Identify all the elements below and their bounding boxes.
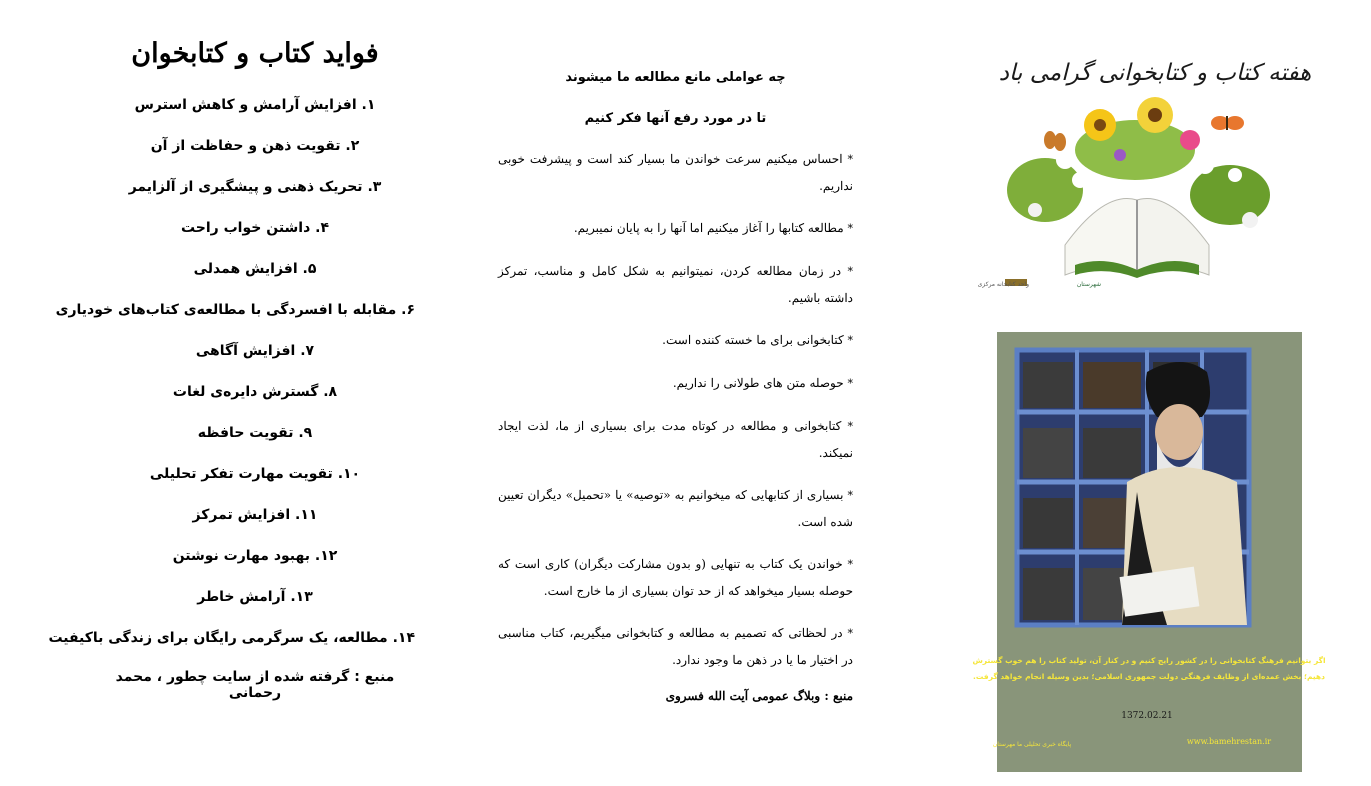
benefit-item: ۶. مقابله با افسردگی با مطالعه‌ی کتاب‌های خودیاری	[55, 302, 415, 318]
bullet-marker: *	[847, 222, 853, 235]
obstacle-paragraph	[498, 146, 853, 199]
benefits-source: منبع : گرفته شده از سایت چطور ، محمد رحمانی	[115, 669, 395, 701]
obstacle-paragraph	[498, 620, 853, 673]
obstacle-text: در زمان مطالعه کردن، نمیتوانیم به شکل کامل و مناسب، تمرکز داشته باشیم.	[498, 264, 853, 305]
banner-caption: واحد کتابخانه مرکزی	[977, 281, 1029, 288]
obstacle-text: مطالعه کتابها را آغاز میکنیم اما آنها را به پایان نمیبریم.	[573, 221, 844, 235]
banner-calligraphy: هفته کتاب و کتابخوانی گرامی باد	[998, 60, 1312, 86]
bullet-marker: *	[847, 489, 853, 502]
benefit-item: ۷. افزایش آگاهی	[195, 343, 315, 359]
benefit-item: ۳. تحریک ذهنی و پیشگیری از آلزایمر	[128, 179, 382, 195]
bullet-marker: *	[847, 627, 853, 640]
obstacle-text: کتابخوانی و مطالعه در کوتاه مدت برای بسیاری از ما، لذت ایجاد نمیکند.	[498, 419, 853, 460]
bullet-marker: *	[847, 420, 853, 433]
bullet-marker: *	[847, 265, 853, 278]
obstacle-text: بسیاری از کتابهایی که میخوانیم به «توصیه» یا «تحمیل» دیگران تعیین شده است.	[498, 488, 853, 529]
leader-poster	[972, 332, 1326, 772]
benefit-item: ۱۱. افزایش تمرکز	[192, 507, 318, 523]
poster-footer: پایگاه خبری تحلیلی ما مهرستان	[992, 741, 1072, 748]
benefit-item: ۱۴. مطالعه، یک سرگرمی رایگان برای زندگی باکیفیت	[48, 630, 415, 646]
obstacle-text: احساس میکنیم سرعت خواندن ما بسیار کند است و پیشرفت خوبی نداریم.	[498, 152, 853, 193]
poster-quote-line1: اگر بتوانیم فرهنگ کتابخوانی را در کشور رایج کنیم و در کنار آن، تولید کتاب را هم خوب گسترش	[972, 656, 1326, 665]
poster-quote-line2: دهیم؛ بخش عمده‌ای از وظایف فرهنگی دولت جمهوری اسلامی؛ بدین وسیله انجام خواهد گرفت.	[973, 672, 1325, 681]
butterfly-icon	[1211, 116, 1244, 130]
butterfly-icon	[1044, 131, 1066, 151]
obstacles-heading: چه عواملی مانع مطالعه ما میشوند	[565, 70, 786, 85]
obstacle-paragraph	[498, 327, 853, 354]
open-book-illustration	[1065, 198, 1209, 278]
obstacle-paragraph	[498, 258, 853, 311]
benefit-item: ۱۰. تقویت مهارت تفکر تحلیلی	[149, 466, 361, 482]
obstacles-column	[498, 70, 853, 703]
bullet-marker: *	[847, 153, 853, 166]
book-week-banner	[977, 30, 1312, 290]
bullet-marker: *	[847, 558, 853, 571]
obstacle-paragraph	[498, 215, 853, 242]
banner-tag: شهرستان	[1076, 281, 1101, 288]
obstacle-paragraph	[498, 370, 853, 397]
benefit-item: ۴. داشتن خواب راحت	[180, 220, 330, 236]
obstacle-paragraph	[498, 482, 853, 535]
obstacles-subheading: تا در مورد رفع آنها فکر کنیم	[584, 111, 767, 126]
benefit-item: ۸. گسترش دایره‌ی لغات	[172, 384, 338, 400]
poster-date: 1372.02.21	[1121, 711, 1173, 721]
obstacle-text: در لحظاتی که تصمیم به مطالعه و کتابخوانی میگیریم، کتاب مناسبی در اختیار ما یا در ذهن ما وجود ندارد.	[498, 626, 853, 667]
benefits-title: فواید کتاب و کتابخوان	[131, 38, 379, 69]
poster-website: www.bamehrestan.ir	[1186, 737, 1272, 746]
bullet-marker: *	[847, 377, 853, 390]
benefit-item: ۱۲. بهبود مهارت نوشتن	[172, 548, 338, 564]
obstacle-text: حوصله متن های طولانی را نداریم.	[672, 376, 844, 390]
obstacle-text: کتابخوانی برای ما خسته کننده است.	[662, 333, 844, 347]
benefit-item: ۲. تقویت ذهن و حفاظت از آن	[150, 138, 360, 154]
benefit-item: ۱۳. آرامش خاطر	[197, 589, 313, 605]
benefit-item: ۱. افزایش آرامش و کاهش استرس	[134, 97, 376, 113]
obstacle-paragraph	[498, 413, 853, 466]
benefits-column	[48, 38, 415, 701]
obstacle-text: خواندن یک کتاب به تنهایی (و بدون مشارکت دیگران) کاری است که حوصله بسیار میخواهد که از حد توان بسیاری از ما خارج است.	[498, 557, 853, 598]
benefit-item: ۹. تقویت حافظه	[197, 425, 313, 441]
obstacles-source: منبع : وبلاگ عمومی آیت الله فسروی	[665, 689, 853, 703]
benefit-item: ۵. افزایش همدلی	[193, 261, 317, 277]
bullet-marker: *	[847, 334, 853, 347]
obstacle-paragraph	[498, 551, 853, 604]
